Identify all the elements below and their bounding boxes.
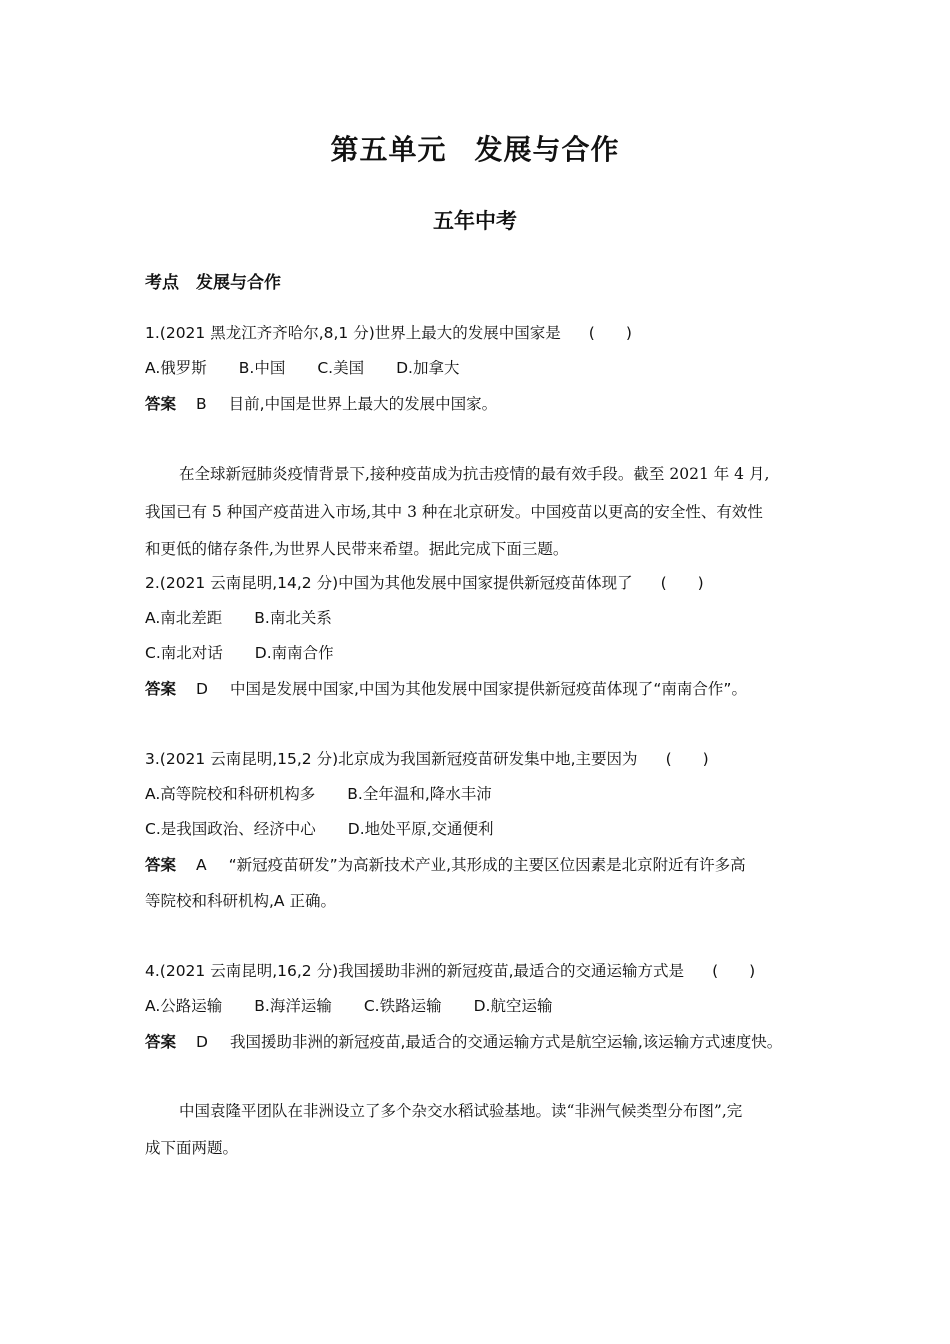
question-2-options-row-2 bbox=[145, 643, 366, 663]
option-a: A.高等院校和科研机构多 bbox=[145, 785, 316, 803]
answer-letter: B bbox=[196, 395, 207, 413]
option-d: D.地处平原,交通便利 bbox=[347, 820, 494, 838]
passage-1-line-2: 我国已有 5 种国产疫苗进入市场,其中 3 种在北京研发。中国疫苗以更高的安全性、有效性 bbox=[145, 503, 763, 521]
question-2-stem: 2.(2021 云南昆明,14,2 分)中国为其他发展中国家提供新冠疫苗体现了 ( ) bbox=[145, 574, 704, 592]
answer-label: 答案 bbox=[145, 1033, 177, 1051]
option-c: C.是我国政治、经济中心 bbox=[145, 820, 316, 838]
option-c: C.铁路运输 bbox=[363, 997, 442, 1015]
passage-2-line-1: 中国袁隆平团队在非洲设立了多个杂交水稻试验基地。读“非洲气候类型分布图”,完 bbox=[179, 1102, 743, 1120]
section-heading: 考点 发展与合作 bbox=[145, 273, 281, 293]
answer-label: 答案 bbox=[145, 856, 177, 874]
subtitle: 五年中考 bbox=[433, 209, 517, 233]
question-4-stem: 4.(2021 云南昆明,16,2 分)我国援助非洲的新冠疫苗,最适合的交通运输方式是 ( ) bbox=[145, 962, 756, 980]
unit-name: 发展与合作 bbox=[474, 133, 620, 166]
unit-title bbox=[0, 128, 950, 168]
answer-paren: ( ) bbox=[588, 324, 632, 342]
unit-number: 第五单元 bbox=[330, 133, 447, 166]
option-b: B.南北关系 bbox=[254, 609, 332, 627]
question-3-answer-cont: 等院校和科研机构,A 正确。 bbox=[145, 892, 336, 910]
option-b: B.中国 bbox=[238, 359, 286, 377]
option-d: D.航空运输 bbox=[473, 997, 553, 1015]
option-a: A.俄罗斯 bbox=[145, 359, 207, 377]
answer-paren: ( ) bbox=[712, 962, 756, 980]
answer-text: 中国是发展中国家,中国为其他发展中国家提供新冠疫苗体现了“南南合作”。 bbox=[229, 680, 747, 698]
option-b: B.海洋运输 bbox=[254, 997, 332, 1015]
answer-letter: D bbox=[196, 1033, 208, 1051]
option-b: B.全年温和,降水丰沛 bbox=[347, 785, 492, 803]
option-d: D.加拿大 bbox=[396, 359, 460, 377]
question-3-options-row-1 bbox=[145, 784, 524, 804]
answer-letter: A bbox=[196, 856, 207, 874]
option-a: A.南北差距 bbox=[145, 609, 223, 627]
answer-label: 答案 bbox=[145, 395, 177, 413]
question-2-answer bbox=[145, 679, 747, 699]
question-3-stem: 3.(2021 云南昆明,15,2 分)北京成为我国新冠疫苗研发集中地,主要因为 ( ) bbox=[145, 750, 709, 768]
passage-1-line-3: 和更低的储存条件,为世界人民带来希望。据此完成下面三题。 bbox=[145, 540, 569, 558]
answer-paren: ( ) bbox=[665, 750, 709, 768]
question-2-options-row-1 bbox=[145, 608, 364, 628]
question-3-answer bbox=[145, 855, 746, 875]
option-c: C.美国 bbox=[317, 359, 365, 377]
option-c: C.南北对话 bbox=[145, 644, 223, 662]
passage-1-line-1: 在全球新冠肺炎疫情背景下,接种疫苗成为抗击疫情的最有效手段。截至 2021 年 4 月, bbox=[179, 465, 770, 483]
question-3-options-row-2 bbox=[145, 819, 526, 839]
question-4-options bbox=[145, 996, 584, 1016]
answer-text-line-1: “新冠疫苗研发”为高新技术产业,其形成的主要区位因素是北京附近有许多高 bbox=[228, 856, 746, 874]
question-1-options bbox=[145, 358, 491, 378]
passage-2-line-2: 成下面两题。 bbox=[145, 1139, 239, 1157]
question-1-stem: 1.(2021 黑龙江齐齐哈尔,8,1 分)世界上最大的发展中国家是 ( ) bbox=[145, 324, 632, 342]
answer-text: 我国援助非洲的新冠疫苗,最适合的交通运输方式是航空运输,该运输方式速度快。 bbox=[229, 1033, 783, 1051]
answer-label: 答案 bbox=[145, 680, 177, 698]
question-1-answer bbox=[145, 394, 497, 414]
answer-text: 目前,中国是世界上最大的发展中国家。 bbox=[228, 395, 498, 413]
answer-paren: ( ) bbox=[660, 574, 704, 592]
question-4-answer bbox=[145, 1032, 782, 1052]
answer-letter: D bbox=[196, 680, 208, 698]
option-a: A.公路运输 bbox=[145, 997, 223, 1015]
option-d: D.南南合作 bbox=[254, 644, 334, 662]
